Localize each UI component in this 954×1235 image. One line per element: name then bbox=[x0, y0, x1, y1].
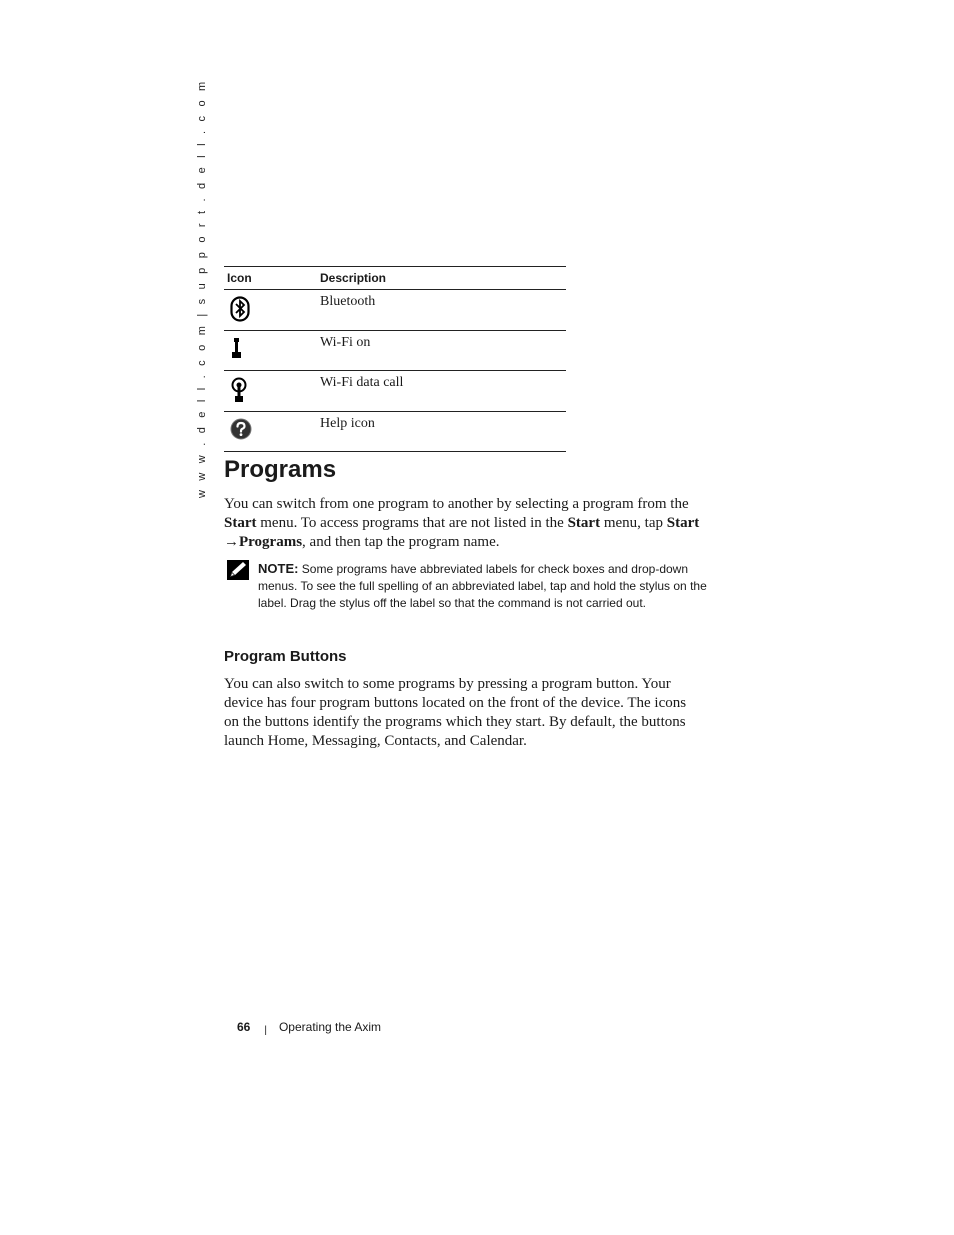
start-menu-ref: Start bbox=[567, 515, 601, 531]
chapter-title: Operating the Axim bbox=[278, 1020, 382, 1034]
start-menu-ref: Start bbox=[224, 515, 257, 531]
note-pencil-icon bbox=[227, 560, 249, 580]
side-url: w w w . d e l l . c o m | s u p p o r t . d e l l . c o m bbox=[196, 78, 208, 498]
row-description: Wi-Fi on bbox=[320, 331, 566, 371]
arrow: → bbox=[224, 534, 239, 550]
row-description: Wi-Fi data call bbox=[320, 371, 566, 412]
note-text: NOTE: Some programs have abbreviated labels for check boxes and drop-down menus. To see the full spelling of an abbreviated label, tap and hold the stylus on the label. Drag the stylus off the label so that the command is not carried out. bbox=[258, 561, 707, 610]
table-row bbox=[224, 371, 566, 412]
program-buttons-paragraph: You can also switch to some programs by pressing a program button. Your device has four program buttons located on the front of the device. The icons on the buttons identify the programs which they start. By default, the buttons launch Home, Messaging, Contacts, and Calendar. bbox=[224, 676, 687, 749]
intro-paragraph: You can switch from one program to another by selecting a program from the Start menu. To access programs that are not listed in the Start menu, tap Start →Programs, and then tap the program name. bbox=[224, 496, 700, 550]
row-description: Bluetooth bbox=[320, 290, 566, 331]
page-number: 66 bbox=[237, 1020, 251, 1034]
table-header-row bbox=[224, 267, 566, 290]
start-menu-ref: Start bbox=[666, 515, 700, 531]
header-icon: Icon bbox=[224, 267, 320, 290]
table-row bbox=[224, 331, 566, 371]
table-row bbox=[224, 290, 566, 331]
row-description: Help icon bbox=[320, 412, 566, 452]
table-row bbox=[224, 412, 566, 452]
programs-ref: Programs bbox=[239, 534, 303, 550]
wifi-data-call-icon bbox=[230, 377, 248, 403]
icon-table bbox=[224, 266, 566, 452]
section-subheading: Program Buttons bbox=[224, 648, 347, 665]
header-description: Description bbox=[320, 267, 566, 290]
help-icon bbox=[230, 418, 252, 440]
page-footer bbox=[237, 1020, 381, 1034]
footer-separator: | bbox=[264, 1025, 267, 1036]
note-label: NOTE: bbox=[258, 561, 299, 576]
wifi-on-icon bbox=[230, 337, 244, 359]
page-heading: Programs bbox=[224, 456, 337, 483]
bluetooth-icon bbox=[230, 296, 250, 322]
